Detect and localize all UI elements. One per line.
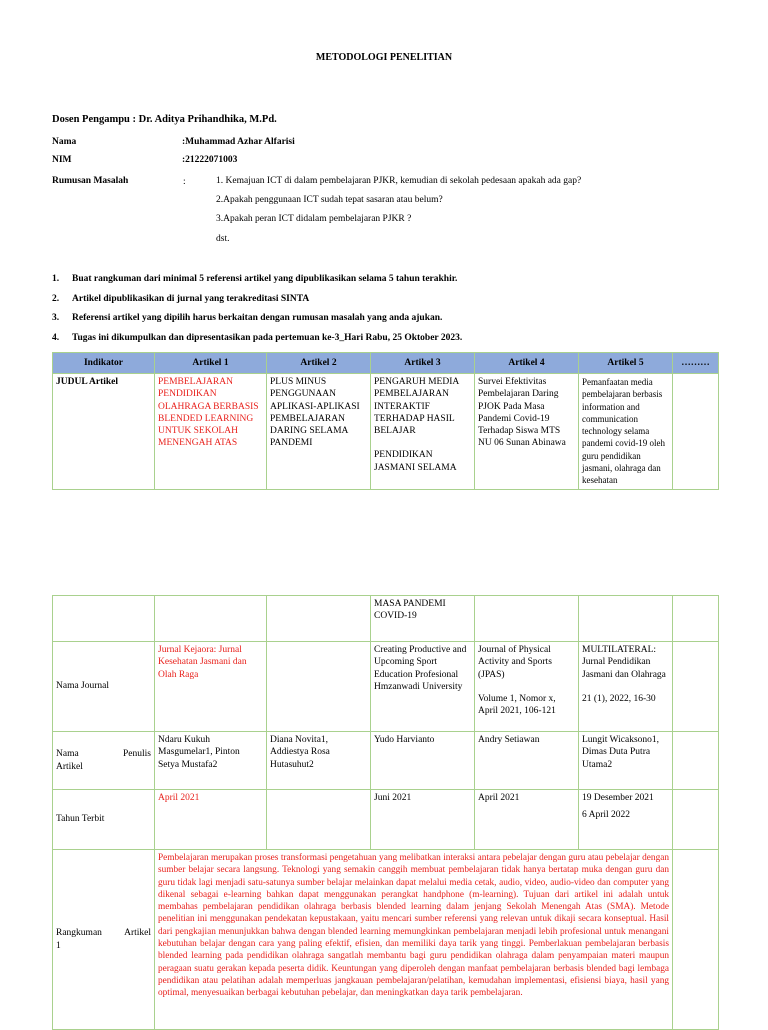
row-label-year: Tahun Terbit — [53, 790, 155, 850]
problem-item-3: 3.Apakah peran ICT didalam pembelajaran PJKR ? — [216, 214, 412, 224]
header-more: ……… — [673, 353, 719, 374]
header-artikel-3: Artikel 3 — [371, 353, 475, 374]
journal-artikel-2 — [267, 642, 371, 732]
journal-artikel-4-name: Journal of Physical Activity and Sports (JPAS) — [478, 645, 552, 680]
row-label-empty — [53, 596, 155, 642]
nim-value: :21222071003 — [182, 155, 238, 165]
row-label-journal: Nama Journal — [53, 642, 155, 732]
year-artikel-5: 19 Desember 2021 6 April 2022 — [579, 790, 673, 850]
problem-item-etc: dst. — [216, 234, 230, 244]
header-artikel-2: Artikel 2 — [267, 353, 371, 374]
journal-artikel-4 — [475, 642, 579, 732]
title-more — [673, 374, 719, 490]
cell-empty — [579, 596, 673, 642]
task-item: 1. Buat rangkuman dari minimal 5 referensi artikel yang dipublikasikan selama 5 tahun terakhir. — [52, 274, 458, 284]
year-artikel-3: Juni 2021 — [371, 790, 475, 850]
title-artikel-4: Survei Efektivitas Pembelajaran Daring PJOK Pada Masa Pandemi Covid-19 Terhadap Siswa MTS NU 06 Sunan Abinawa — [475, 374, 579, 490]
task-item: 3. Referensi artikel yang dipilih harus berkaitan dengan rumusan masalah yang anda ajukan. — [52, 313, 443, 323]
journal-artikel-5 — [579, 642, 673, 732]
problem-item-1: 1. Kemajuan ICT di dalam pembelajaran PJKR, kemudian di sekolah pedesaan apakah ada gap? — [216, 176, 582, 186]
table-row-title-cont — [53, 596, 719, 642]
cell-empty — [155, 596, 267, 642]
header-artikel-4: Artikel 4 — [475, 353, 579, 374]
cell-empty — [673, 850, 719, 1030]
name-label: Nama — [52, 137, 77, 147]
table-row-journal — [53, 642, 719, 732]
nim-label: NIM — [52, 155, 72, 165]
problem-item-2: 2.Apakah penggunaan ICT sudah tepat sasaran atau belum? — [216, 195, 443, 205]
year-artikel-2 — [267, 790, 371, 850]
name-value: :Muhammad Azhar Alfarisi — [182, 137, 295, 147]
task-item: 2. Artikel dipublikasikan di jurnal yang terakreditasi SINTA — [52, 294, 310, 304]
journal-artikel-4-volume: Volume 1, Nomor x, April 2021, 106-121 — [478, 693, 556, 717]
cell-empty — [673, 642, 719, 732]
authors-artikel-3: Yudo Harvianto — [371, 732, 475, 790]
header-indikator: Indikator — [53, 353, 155, 374]
problem-colon: : — [183, 177, 186, 187]
header-artikel-5: Artikel 5 — [579, 353, 673, 374]
journal-artikel-3: Creating Productive and Upcoming Sport Education Profesional Hmzanwadi University — [371, 642, 475, 732]
journal-artikel-5-volume: 21 (1), 2022, 16-30 — [582, 693, 656, 704]
authors-artikel-4: Andry Setiawan — [475, 732, 579, 790]
cell-empty — [673, 790, 719, 850]
title-artikel-3-main: PENGARUH MEDIA PEMBELAJARAN INTERAKTIF TERHADAP HASIL BELAJAR — [374, 377, 459, 437]
problem-label: Rumusan Masalah — [52, 176, 129, 186]
journal-artikel-5-name: MULTILATERAL: Jurnal Pendidikan Jasmani dan Olahraga — [582, 645, 666, 680]
title-artikel-2: PLUS MINUS PENGGUNAAN APLIKASI-APLIKASI PEMBELAJARAN DARING SELAMA PANDEMI — [267, 374, 371, 490]
table-row-authors — [53, 732, 719, 790]
journal-artikel-1: Jurnal Kejaora: Jurnal Kesehatan Jasmani dan Olah Raga — [155, 642, 267, 732]
authors-artikel-5: Lungit Wicaksono1, Dimas Duta Putra Utama2 — [579, 732, 673, 790]
table-row-title — [53, 374, 719, 490]
cell-empty — [475, 596, 579, 642]
table-row-summary-1 — [53, 850, 719, 1030]
task-item: 4. Tugas ini dikumpulkan dan dipresentasikan pada pertemuan ke-3_Hari Rabu, 25 Oktober 2023. — [52, 333, 463, 343]
cell-empty — [673, 596, 719, 642]
row-label-authors: Nama Penulis Artikel — [53, 732, 155, 790]
title-artikel-3 — [371, 374, 475, 490]
title-artikel-1: PEMBELAJARAN PENDIDIKAN OLAHRAGA BERBASIS BLENDED LEARNING UNTUK SEKOLAH MENENGAH ATAS — [155, 374, 267, 490]
summary-artikel-1: Pembelajaran merupakan proses transformasi pengetahuan yang melibatkan interaksi antara pebelajar dengan guru atau pebelajar dengan sumber belajar secara langsung. Teknologi yang semakin canggih membuat pembelajaran tidak hanya bertatap muka dengan guru dan guru tidak lagi menjadi satu-satunya sumber belajar melainkan dapat melalui media cetak, audio, video, audio-video dan computer yang dikenal sebagai e-learning bahkan dapat menggunakan perangkat handphone (m-learning). Tujuan dari artikel ini adalah untuk membahas pembelajaran pendidikan olahraga berbasis blended learning dalam jenjang Sekolah Menengah Atas (SMA). Metode penelitian ini menggunakan pendekatan kepustakaan, yaitu mencari sumber referensi yang relevan untuk dikaji secara konseptual. Hasil dari pengkajian menunjukkan bahwa dengan blended learning memungkinkan pembelajaran menjadi lebih profesional untuk menangani kebutuhan belajar dengan cara yang paling efektif, efisien, dan memiliki daya tarik yang tinggi. Pemberlakuan pembelajaran berbasis blended learning pada pendidikan olahraga sangatlah membantu bagi guru pendidikan olahraga dalam penyampaian materi maupun peragaan suatu gerakan kepada peserta didik. Keuntungan yang diperoleh dengan manfaat pembelajaran berbasis blended bagi lembaga pendidikan atau pelatihan adalah memperluas jangkauan pembelajaran/pelatihan, kemudahan implementasi, efisiensi biaya, hasil yang optimal, menyesuaikan berbagai kebutuhan pebelajar, dan meningkatkan daya tarik pembelajaran. — [155, 850, 673, 1030]
row-label-summary-1: Rangkuman Artikel 1 — [53, 850, 155, 1030]
row-label-title: JUDUL Artikel — [53, 374, 155, 490]
year-artikel-4: April 2021 — [475, 790, 579, 850]
cell-empty — [267, 596, 371, 642]
cell-empty — [673, 732, 719, 790]
page-title: METODOLOGI PENELITIAN — [315, 52, 453, 63]
header-artikel-1: Artikel 1 — [155, 353, 267, 374]
title-artikel-3-cont: PENDIDIKAN JASMANI SELAMA — [374, 450, 457, 473]
year-artikel-1: April 2021 — [155, 790, 267, 850]
authors-artikel-1: Ndaru Kukuh Masgumelar1, Pinton Setya Mustafa2 — [155, 732, 267, 790]
article-table-part1 — [52, 352, 719, 490]
title-artikel-3-cont2: MASA PANDEMI COVID-19 — [371, 596, 475, 642]
title-artikel-5: Pemanfaatan media pembelajaran berbasis information and communication technology selama pandemi covid-19 oleh guru pendidikan jasmani, olahraga dan kesehatan — [579, 374, 673, 490]
table-row-year — [53, 790, 719, 850]
lecturer-line: Dosen Pengampu : Dr. Aditya Prihandhika, M.Pd. — [52, 114, 277, 125]
table-header-row — [53, 353, 719, 374]
authors-artikel-2: Diana Novita1, Addiestya Rosa Hutasuhut2 — [267, 732, 371, 790]
article-table-part2 — [52, 595, 719, 1030]
